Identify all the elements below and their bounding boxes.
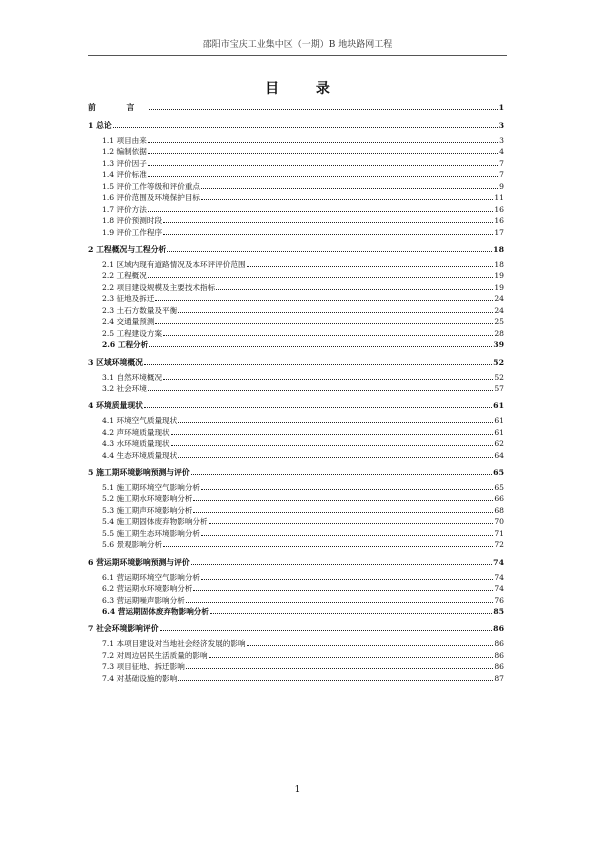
toc-entry-label: 6.1 营运期环境空气影响分析 bbox=[102, 572, 201, 582]
toc-section-entry[interactable] bbox=[88, 505, 504, 517]
dot-leader bbox=[191, 468, 492, 475]
toc-entry-page: 11 bbox=[494, 193, 504, 203]
dot-leader bbox=[163, 228, 493, 235]
toc-entry-page: 65 bbox=[494, 482, 504, 492]
dot-leader bbox=[148, 136, 498, 143]
toc-entry-page: 65 bbox=[493, 467, 504, 477]
toc-entry-label: 3.1 自然环境概况 bbox=[102, 372, 163, 382]
dot-leader bbox=[201, 193, 493, 200]
dot-leader bbox=[201, 529, 493, 536]
toc-chapter-entry[interactable] bbox=[88, 467, 504, 479]
toc-entry-page: 86 bbox=[493, 624, 504, 634]
toc-entry-label: 2.2 项目建设规模及主要技术指标 bbox=[102, 282, 216, 292]
toc-entry-page: 72 bbox=[494, 540, 504, 550]
toc-title: 目 录 bbox=[265, 81, 346, 97]
toc-entry-page: 28 bbox=[494, 328, 504, 338]
toc-entry-page: 86 bbox=[494, 662, 504, 672]
toc-entry-page: 3 bbox=[498, 120, 504, 130]
toc-entry-label: 4.2 声环境质量现状 bbox=[102, 427, 170, 437]
toc-entry-page: 52 bbox=[494, 372, 504, 382]
toc-entry-label: 前 言 bbox=[88, 103, 149, 112]
toc-section-entry[interactable] bbox=[88, 316, 504, 328]
toc-entry-label: 7.1 本项目建设对当地社会经济发展的影响 bbox=[102, 639, 246, 649]
dot-leader bbox=[191, 558, 492, 565]
toc-section-entry[interactable] bbox=[88, 328, 504, 340]
toc-entry-label: 7.3 项目征地、拆迁影响 bbox=[102, 662, 185, 672]
toc-entry-page: 71 bbox=[494, 528, 504, 538]
toc-section-entry[interactable] bbox=[88, 638, 504, 650]
toc-chapter-entry[interactable] bbox=[88, 557, 504, 569]
toc-entry-page: 3 bbox=[499, 135, 504, 145]
toc-entry-label: 2.6 工程分析 bbox=[102, 340, 149, 350]
toc-entry-page: 64 bbox=[494, 450, 504, 460]
toc-entry-label: 2.5 工程建设方案 bbox=[102, 328, 163, 338]
toc-section-entry[interactable] bbox=[88, 415, 504, 427]
dot-leader bbox=[144, 358, 492, 365]
toc-entry-page: 4 bbox=[499, 147, 504, 157]
toc-section-entry[interactable] bbox=[88, 572, 504, 584]
dot-leader bbox=[163, 216, 493, 223]
toc-entry-label: 7.4 对基础设施的影响 bbox=[102, 673, 178, 683]
dot-leader bbox=[148, 271, 493, 278]
toc-section-entry[interactable] bbox=[88, 595, 504, 607]
toc-entry-label: 4.4 生态环境质量现状 bbox=[102, 450, 178, 460]
dot-leader bbox=[247, 639, 494, 646]
dot-leader bbox=[193, 584, 493, 591]
dot-leader bbox=[210, 607, 492, 614]
toc-section-entry[interactable] bbox=[88, 528, 504, 540]
dot-leader bbox=[155, 317, 493, 324]
toc-entry-label: 1.9 评价工作程序 bbox=[102, 227, 163, 237]
dot-leader bbox=[247, 260, 494, 267]
toc-chapter-entry[interactable] bbox=[88, 102, 504, 114]
toc-section-entry[interactable] bbox=[88, 146, 504, 158]
toc-entry-page: 24 bbox=[494, 305, 504, 315]
dot-leader bbox=[148, 170, 498, 177]
dot-leader bbox=[163, 540, 493, 547]
dot-leader bbox=[149, 103, 497, 110]
dot-leader bbox=[216, 283, 493, 290]
toc-entry-page: 87 bbox=[494, 673, 504, 683]
toc-entry-page: 18 bbox=[494, 259, 504, 269]
toc-entry-label: 5 施工期环境影响预测与评价 bbox=[88, 467, 190, 477]
toc-entry-page: 70 bbox=[494, 517, 504, 527]
toc-entry-page: 74 bbox=[493, 557, 504, 567]
toc-section-entry[interactable] bbox=[88, 339, 504, 351]
toc-section-entry[interactable] bbox=[88, 259, 504, 271]
toc-entry-label: 6.2 营运期水环境影响分析 bbox=[102, 584, 193, 594]
toc-entry-page: 74 bbox=[494, 584, 504, 594]
toc-entry-label: 3 区域环境概况 bbox=[88, 357, 143, 367]
dot-leader bbox=[178, 306, 493, 313]
toc-entry-page: 68 bbox=[494, 505, 504, 515]
toc-section-entry[interactable] bbox=[88, 493, 504, 505]
toc-entry-label: 2.1 区域内现有道路情况及本环评评价范围 bbox=[102, 259, 246, 269]
toc-entry-label: 3.2 社会环境 bbox=[102, 384, 147, 394]
dot-leader bbox=[178, 451, 493, 458]
toc-entry-label: 6.3 营运期噪声影响分析 bbox=[102, 595, 185, 605]
toc-section-entry[interactable] bbox=[88, 204, 504, 216]
toc-section-entry[interactable] bbox=[88, 539, 504, 551]
dot-leader bbox=[113, 121, 498, 128]
toc-entry-page: 66 bbox=[494, 494, 504, 504]
toc-entry-label: 1.1 项目由来 bbox=[102, 135, 147, 145]
dot-leader bbox=[149, 340, 492, 347]
dot-leader bbox=[167, 245, 492, 252]
toc-chapter-entry[interactable] bbox=[88, 357, 504, 369]
toc-entry-page: 74 bbox=[494, 572, 504, 582]
toc-entry-page: 85 bbox=[493, 607, 504, 617]
toc-entry-label: 7.2 对周边居民生活质量的影响 bbox=[102, 650, 208, 660]
toc-entry-page: 39 bbox=[493, 340, 504, 350]
header-text: 邵阳市宝庆工业集中区（一期）B 地块路网工程 bbox=[202, 40, 393, 50]
toc-chapter-entry[interactable] bbox=[88, 623, 504, 635]
dot-leader bbox=[209, 517, 494, 524]
page-number: 1 bbox=[294, 785, 301, 795]
dot-leader bbox=[201, 182, 498, 189]
toc-entry-label: 1.2 编制依据 bbox=[102, 147, 147, 157]
toc-entry-label: 2.3 土石方数量及平衡 bbox=[102, 305, 178, 315]
toc-entry-label: 1.5 评价工作等级和评价重点 bbox=[102, 181, 201, 191]
toc-entry-label: 1.3 评价因子 bbox=[102, 158, 147, 168]
dot-leader bbox=[193, 494, 493, 501]
toc-section-entry[interactable] bbox=[88, 606, 504, 618]
toc-section-entry[interactable] bbox=[88, 135, 504, 147]
toc-entry-page: 19 bbox=[494, 282, 504, 292]
toc-entry-label: 5.6 景观影响分析 bbox=[102, 540, 163, 550]
dot-leader bbox=[163, 373, 493, 380]
toc-entry-label: 4.1 环境空气质量现状 bbox=[102, 416, 178, 426]
toc-entry-page: 16 bbox=[494, 204, 504, 214]
toc-entry-label: 5.1 施工期环境空气影响分析 bbox=[102, 482, 201, 492]
toc-section-entry[interactable] bbox=[88, 158, 504, 170]
dot-leader bbox=[148, 205, 493, 212]
toc-entry-page: 25 bbox=[494, 317, 504, 327]
toc-section-entry[interactable] bbox=[88, 516, 504, 528]
toc-entry-label: 1.8 评价预测时段 bbox=[102, 216, 163, 226]
toc-entry-page: 17 bbox=[494, 227, 504, 237]
dot-leader bbox=[155, 294, 493, 301]
toc-entry-page: 76 bbox=[494, 595, 504, 605]
toc-entry-label: 7 社会环境影响评价 bbox=[88, 624, 159, 634]
toc-entry-label: 1.4 评价标准 bbox=[102, 170, 147, 180]
dot-leader bbox=[178, 416, 493, 423]
toc-entry-label: 4 环境质量现状 bbox=[88, 401, 143, 411]
toc-entry-label: 1 总论 bbox=[88, 120, 112, 130]
toc-entry-page: 86 bbox=[494, 650, 504, 660]
toc-entry-page: 57 bbox=[494, 384, 504, 394]
toc-entry-label: 5.4 施工期固体废弃物影响分析 bbox=[102, 517, 208, 527]
toc-section-entry[interactable] bbox=[88, 181, 504, 193]
dot-leader bbox=[209, 651, 494, 658]
toc-entry-page: 7 bbox=[499, 170, 504, 180]
toc-section-entry[interactable] bbox=[88, 227, 504, 239]
page-header bbox=[88, 38, 507, 56]
dot-leader bbox=[201, 483, 493, 490]
toc-section-entry[interactable] bbox=[88, 482, 504, 494]
dot-leader bbox=[193, 506, 493, 513]
toc-section-entry[interactable] bbox=[88, 661, 504, 673]
toc-entry-page: 9 bbox=[499, 181, 504, 191]
toc-entry-label: 5.2 施工期水环境影响分析 bbox=[102, 494, 193, 504]
toc-chapter-entry[interactable] bbox=[88, 400, 504, 412]
dot-leader bbox=[186, 596, 493, 603]
table-of-contents bbox=[88, 102, 504, 684]
toc-section-entry[interactable] bbox=[88, 650, 504, 662]
toc-section-entry[interactable] bbox=[88, 192, 504, 204]
toc-entry-label: 1.7 评价方法 bbox=[102, 204, 147, 214]
toc-entry-label: 6.4 营运期固体废弃物影响分析 bbox=[102, 607, 209, 617]
dot-leader bbox=[148, 159, 498, 166]
toc-entry-page: 61 bbox=[494, 416, 504, 426]
dot-leader bbox=[178, 674, 493, 681]
dot-leader bbox=[163, 329, 493, 336]
toc-section-entry[interactable] bbox=[88, 438, 504, 450]
toc-section-entry[interactable] bbox=[88, 293, 504, 305]
toc-entry-label: 2.4 交通量预测 bbox=[102, 317, 155, 327]
dot-leader bbox=[144, 401, 492, 408]
dot-leader bbox=[201, 573, 493, 580]
toc-entry-label: 6 营运期环境影响预测与评价 bbox=[88, 557, 190, 567]
page-footer bbox=[0, 785, 595, 795]
toc-entry-page: 62 bbox=[494, 439, 504, 449]
toc-chapter-entry[interactable] bbox=[88, 244, 504, 256]
dot-leader bbox=[186, 662, 493, 669]
toc-entry-page: 52 bbox=[493, 357, 504, 367]
toc-section-entry[interactable] bbox=[88, 450, 504, 462]
toc-section-entry[interactable] bbox=[88, 383, 504, 395]
dot-leader bbox=[171, 428, 494, 435]
toc-section-entry[interactable] bbox=[88, 305, 504, 317]
toc-section-entry[interactable] bbox=[88, 169, 504, 181]
dot-leader bbox=[148, 384, 493, 391]
toc-entry-label: 5.3 施工期声环境影响分析 bbox=[102, 505, 193, 515]
toc-entry-page: 61 bbox=[493, 401, 504, 411]
toc-section-entry[interactable] bbox=[88, 215, 504, 227]
dot-leader bbox=[171, 439, 494, 446]
toc-entry-page: 7 bbox=[499, 158, 504, 168]
toc-entry-page: 19 bbox=[494, 271, 504, 281]
toc-entry-page: 86 bbox=[494, 639, 504, 649]
toc-section-entry[interactable] bbox=[88, 583, 504, 595]
toc-section-entry[interactable] bbox=[88, 372, 504, 384]
dot-leader bbox=[160, 624, 493, 631]
toc-entry-page: 24 bbox=[494, 294, 504, 304]
toc-entry-label: 4.3 水环境质量现状 bbox=[102, 439, 170, 449]
toc-entry-page: 61 bbox=[494, 427, 504, 437]
toc-section-entry[interactable] bbox=[88, 270, 504, 282]
toc-section-entry[interactable] bbox=[88, 673, 504, 685]
toc-entry-label: 2.3 征地及拆迁 bbox=[102, 294, 155, 304]
toc-entry-label: 1.6 评价范围及环境保护目标 bbox=[102, 193, 201, 203]
toc-entry-page: 16 bbox=[494, 216, 504, 226]
dot-leader bbox=[148, 147, 498, 154]
toc-section-entry[interactable] bbox=[88, 427, 504, 439]
toc-entry-page: 1 bbox=[498, 103, 504, 112]
toc-entry-label: 2 工程概况与工程分析 bbox=[88, 244, 167, 254]
toc-section-entry[interactable] bbox=[88, 282, 504, 294]
toc-entry-label: 2.2 工程概况 bbox=[102, 271, 147, 281]
toc-entry-label: 5.5 施工期生态环境影响分析 bbox=[102, 528, 201, 538]
toc-chapter-entry[interactable] bbox=[88, 120, 504, 132]
toc-entry-page: 18 bbox=[493, 244, 504, 254]
